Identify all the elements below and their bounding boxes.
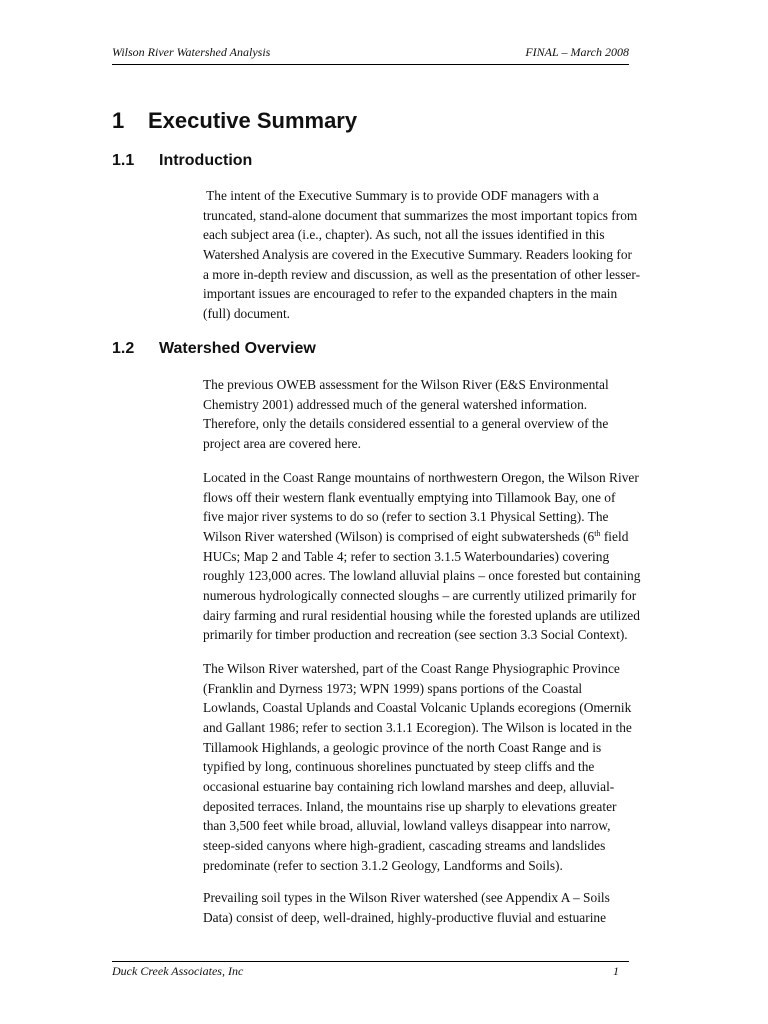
text-line: project area are covered here. xyxy=(203,435,361,451)
text-line: Tillamook Highlands, a geologic province of the north Coast Range and is xyxy=(203,739,602,755)
section-1-1-number: 1.1 xyxy=(112,152,135,169)
text-line: typified by long, continuous shorelines punctuated by steep cliffs and the xyxy=(203,759,595,775)
text-line: numerous hydrologically connected sloughs – are currently utilized primarily for xyxy=(203,587,637,603)
text-fragment: field xyxy=(600,528,629,544)
text-line: predominate (refer to section 3.1.2 Geology, Landforms and Soils). xyxy=(203,857,563,873)
section-1-heading xyxy=(112,108,357,134)
text-line: primarily for timber production and recreation (see section 3.3 Social Context). xyxy=(203,627,628,643)
text-line: Located in the Coast Range mountains of northwestern Oregon, the Wilson River xyxy=(203,470,639,485)
text-line: HUCs; Map 2 and Table 4; refer to section 3.1.5 Waterboundaries) covering xyxy=(203,548,610,564)
text-line: The intent of the Executive Summary is to provide ODF managers with a xyxy=(203,188,599,203)
text-line: (Franklin and Dyrness 1973; WPN 1999) spans portions of the Coastal xyxy=(203,680,583,696)
text-line: deposited terraces. Inland, the mountains rise up sharply to elevations greater xyxy=(203,798,617,814)
section-1-title: Executive Summary xyxy=(148,108,358,133)
text-line: Watershed Analysis are covered in the Executive Summary. Readers looking for xyxy=(203,246,633,262)
overview-paragraph-1 xyxy=(203,375,635,454)
text-line: occasional estuarine bay containing rich lowland marshes and deep, alluvial- xyxy=(203,778,615,794)
section-1-2-number: 1.2 xyxy=(112,340,135,357)
section-1-number: 1 xyxy=(112,108,125,133)
section-1-1-heading xyxy=(112,152,252,170)
text-line: flows off their western flank eventually emptying into Tillamook Bay, one of xyxy=(203,489,616,505)
page-number: 1 xyxy=(613,964,619,978)
text-line: each subject area (i.e., chapter). As such, not all the issues identified in this xyxy=(203,227,605,243)
text-line: than 3,500 feet while broad, alluvial, lowland valleys disappear into narrow, xyxy=(203,818,611,834)
text-line: Prevailing soil types in the Wilson River watershed (see Appendix A – Soils xyxy=(203,890,610,905)
text-line: five major river systems to do so (refer to section 3.1 Physical Setting). The xyxy=(203,509,609,525)
text-line: roughly 123,000 acres. The lowland alluvial plains – once forested but containing xyxy=(203,568,641,584)
text-line: and Gallant 1986; refer to section 3.1.1 Ecoregion). The Wilson is located in the xyxy=(203,719,632,735)
text-line: truncated, stand-alone document that summarizes the most important topics from xyxy=(203,207,638,223)
footer-rule xyxy=(112,961,629,962)
header-rule xyxy=(112,64,629,65)
text-line: steep-sided canyons where high-gradient, cascading streams and landslides xyxy=(203,837,606,853)
text-line: The previous OWEB assessment for the Wilson River (E&S Environmental xyxy=(203,377,609,392)
overview-paragraph-2 xyxy=(203,468,641,645)
text-line: important issues are encouraged to refer to the expanded chapters in the main xyxy=(203,286,618,302)
section-1-1-title: Introduction xyxy=(159,152,253,169)
section-1-2-heading xyxy=(112,340,316,358)
text-line: dairy farming and rural residential housing while the forested uplands are utilized xyxy=(203,607,640,623)
overview-paragraph-4 xyxy=(203,888,635,927)
page-footer xyxy=(112,964,629,984)
text-line: The Wilson River watershed, part of the Coast Range Physiographic Province xyxy=(203,661,620,676)
introduction-paragraph xyxy=(203,186,641,324)
footer-company-name: Duck Creek Associates, Inc xyxy=(112,964,244,978)
text-line: (full) document. xyxy=(203,305,291,321)
text-line: Lowlands, Coastal Uplands and Coastal Volcanic Uplands ecoregions (Omernik xyxy=(203,700,632,716)
text-line xyxy=(203,527,635,547)
section-1-2-title: Watershed Overview xyxy=(159,340,316,357)
header-document-title: Wilson River Watershed Analysis xyxy=(112,45,271,59)
overview-paragraph-3 xyxy=(203,659,635,875)
text-fragment: Wilson River watershed (Wilson) is comprised of eight subwatersheds (6 xyxy=(203,528,595,544)
page-header xyxy=(112,45,629,65)
text-line: a more in-depth review and discussion, as well as the presentation of other lesser- xyxy=(203,266,641,282)
text-line: Data) consist of deep, well-drained, highly-productive fluvial and estuarine xyxy=(203,909,607,925)
header-version-date: FINAL – March 2008 xyxy=(525,45,629,59)
text-line: Therefore, only the details considered essential to a general overview of the xyxy=(203,416,609,432)
text-line: Chemistry 2001) addressed much of the general watershed information. xyxy=(203,396,588,412)
superscript-th: th xyxy=(594,528,601,538)
